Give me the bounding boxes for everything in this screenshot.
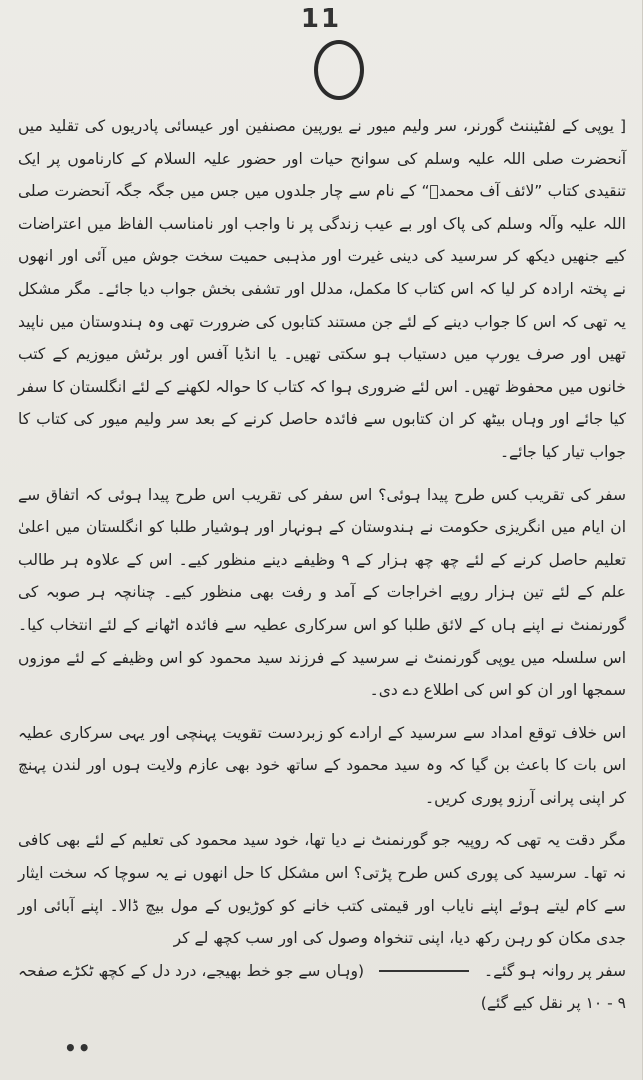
closing-line-lead: سفر پر روانہ ہو گئے۔ (483, 961, 627, 980)
dash-divider (379, 970, 469, 972)
paragraph-4: مگر دقت یہ تھی کہ روپیہ جو گورنمنٹ نے دیا تھا، خود سید محمود کی تعلیم کے لئے بھی کافی نہ تھا۔ سرسید کی پوری کس طرح پڑتی؟ اس مشکل کا حل انھوں نے یہ سوچا کہ سخت ایثار سے کام لیتے ہوئے اپنے نایاب اور قیمتی کتب خانے کو کوڑیوں کے مول بیچ ڈالا۔ اپنے آبائی اور جدی مکان کو رہن رکھ دیا، اپنی تنخواہ وصول کی اور سب کچھ لے کر (18, 831, 626, 948)
ornament-circle-icon (314, 40, 364, 100)
bottom-mark: •• (64, 1036, 92, 1060)
paragraph-3: اس خلاف توقع امداد سے سرسید کے ارادے کو زبردست تقویت پہنچی اور یہی سرکاری عطیہ اس بات کا باعث بن گیا کہ وہ سید محمود کے ساتھ خود بھی عازم ولایت ہوں اور لندن پہنچ کر اپنی پرانی آرزو پوری کریں۔ (18, 723, 626, 807)
body-text (18, 110, 626, 1020)
page-number: 11 (300, 4, 342, 34)
closing-line-source: (وہاں سے جو خط بھیجے، درد دل کے کچھ ٹکڑے صفحہ ۹ - ۱۰ پر نقل کیے گئے) (18, 961, 626, 1013)
closing-line (18, 955, 626, 1020)
paragraph-1: [ یوپی کے لفٹیننٹ گورنر، سر ولیم میور نے یورپین مصنفین اور عیسائی پادریوں کی تقلید میں آنحضرت صلی اللہ علیہ وسلم کی سوانح حیات اور حضور علیہ السلام کے کارناموں پر ایک تنقیدی کتاب ”لائف آف محمدؐ“ کے نام سے چار جلدوں میں جس میں جگہ جگہ آنحضرت صلی اللہ علیہ وآلہ وسلم کی پاک اور بے عیب زندگی پر نا واجب اور نامناسب الفاظ میں اعتراضات کیے جنھیں دیکھ کر سرسید کی دینی غیرت اور مذہبی حمیت سخت جوش میں آئی اور انھوں نے پختہ ارادہ کر لیا کہ اس کتاب کا مکمل، مدلل اور تشفی بخش جواب دیا جائے۔ مگر مشکل یہ تھی کہ اس کا جواب دینے کے لئے جن مستند کتابوں کی ضرورت تھی وہ ہندوستان میں ناپید تھیں اور صرف یورپ میں دستیاب ہو سکتی تھیں۔ یا انڈیا آفس اور برٹش میوزیم کے کتب خانوں میں محفوظ تھیں۔ اس لئے ضروری ہوا کہ کتاب کا حوالہ لکھنے کے لئے انگلستان کا سفر کیا جائے اور وہاں بیٹھ کر ان کتابوں سے فائدہ حاصل کرنے کے بعد سر ولیم میور کی کتاب کا جواب تیار کیا جائے۔ (18, 117, 626, 461)
paragraph-2: سفر کی تقریب کس طرح پیدا ہوئی؟ اس سفر کی تقریب اس طرح پیدا ہوئی کہ اتفاق سے ان ایام میں انگریزی حکومت نے ہندوستان کے ہونہار اور ہوشیار طلبا کو انگلستان میں اعلیٰ تعلیم حاصل کرنے کے لئے چھ چھ ہزار کے ۹ وظیفے دینے منظور کیے۔ اس کے علاوہ ہر طالب علم کے لئے تین ہزار روپے اخراجات کے آمد و رفت بھی منظور کیے۔ چنانچہ ہر صوبہ کی گورنمنٹ نے اپنے ہاں کے لائق طلبا کو اس سرکاری عطیہ سے فائدہ اٹھانے کے لئے انتخاب کیا۔ اس سلسلہ میں یوپی گورنمنٹ نے سرسید کے فرزند سید محمود کو اس وظیفے کے لئے موزوں سمجھا اور ان کو اس کی اطلاع دے دی۔ (18, 485, 626, 700)
